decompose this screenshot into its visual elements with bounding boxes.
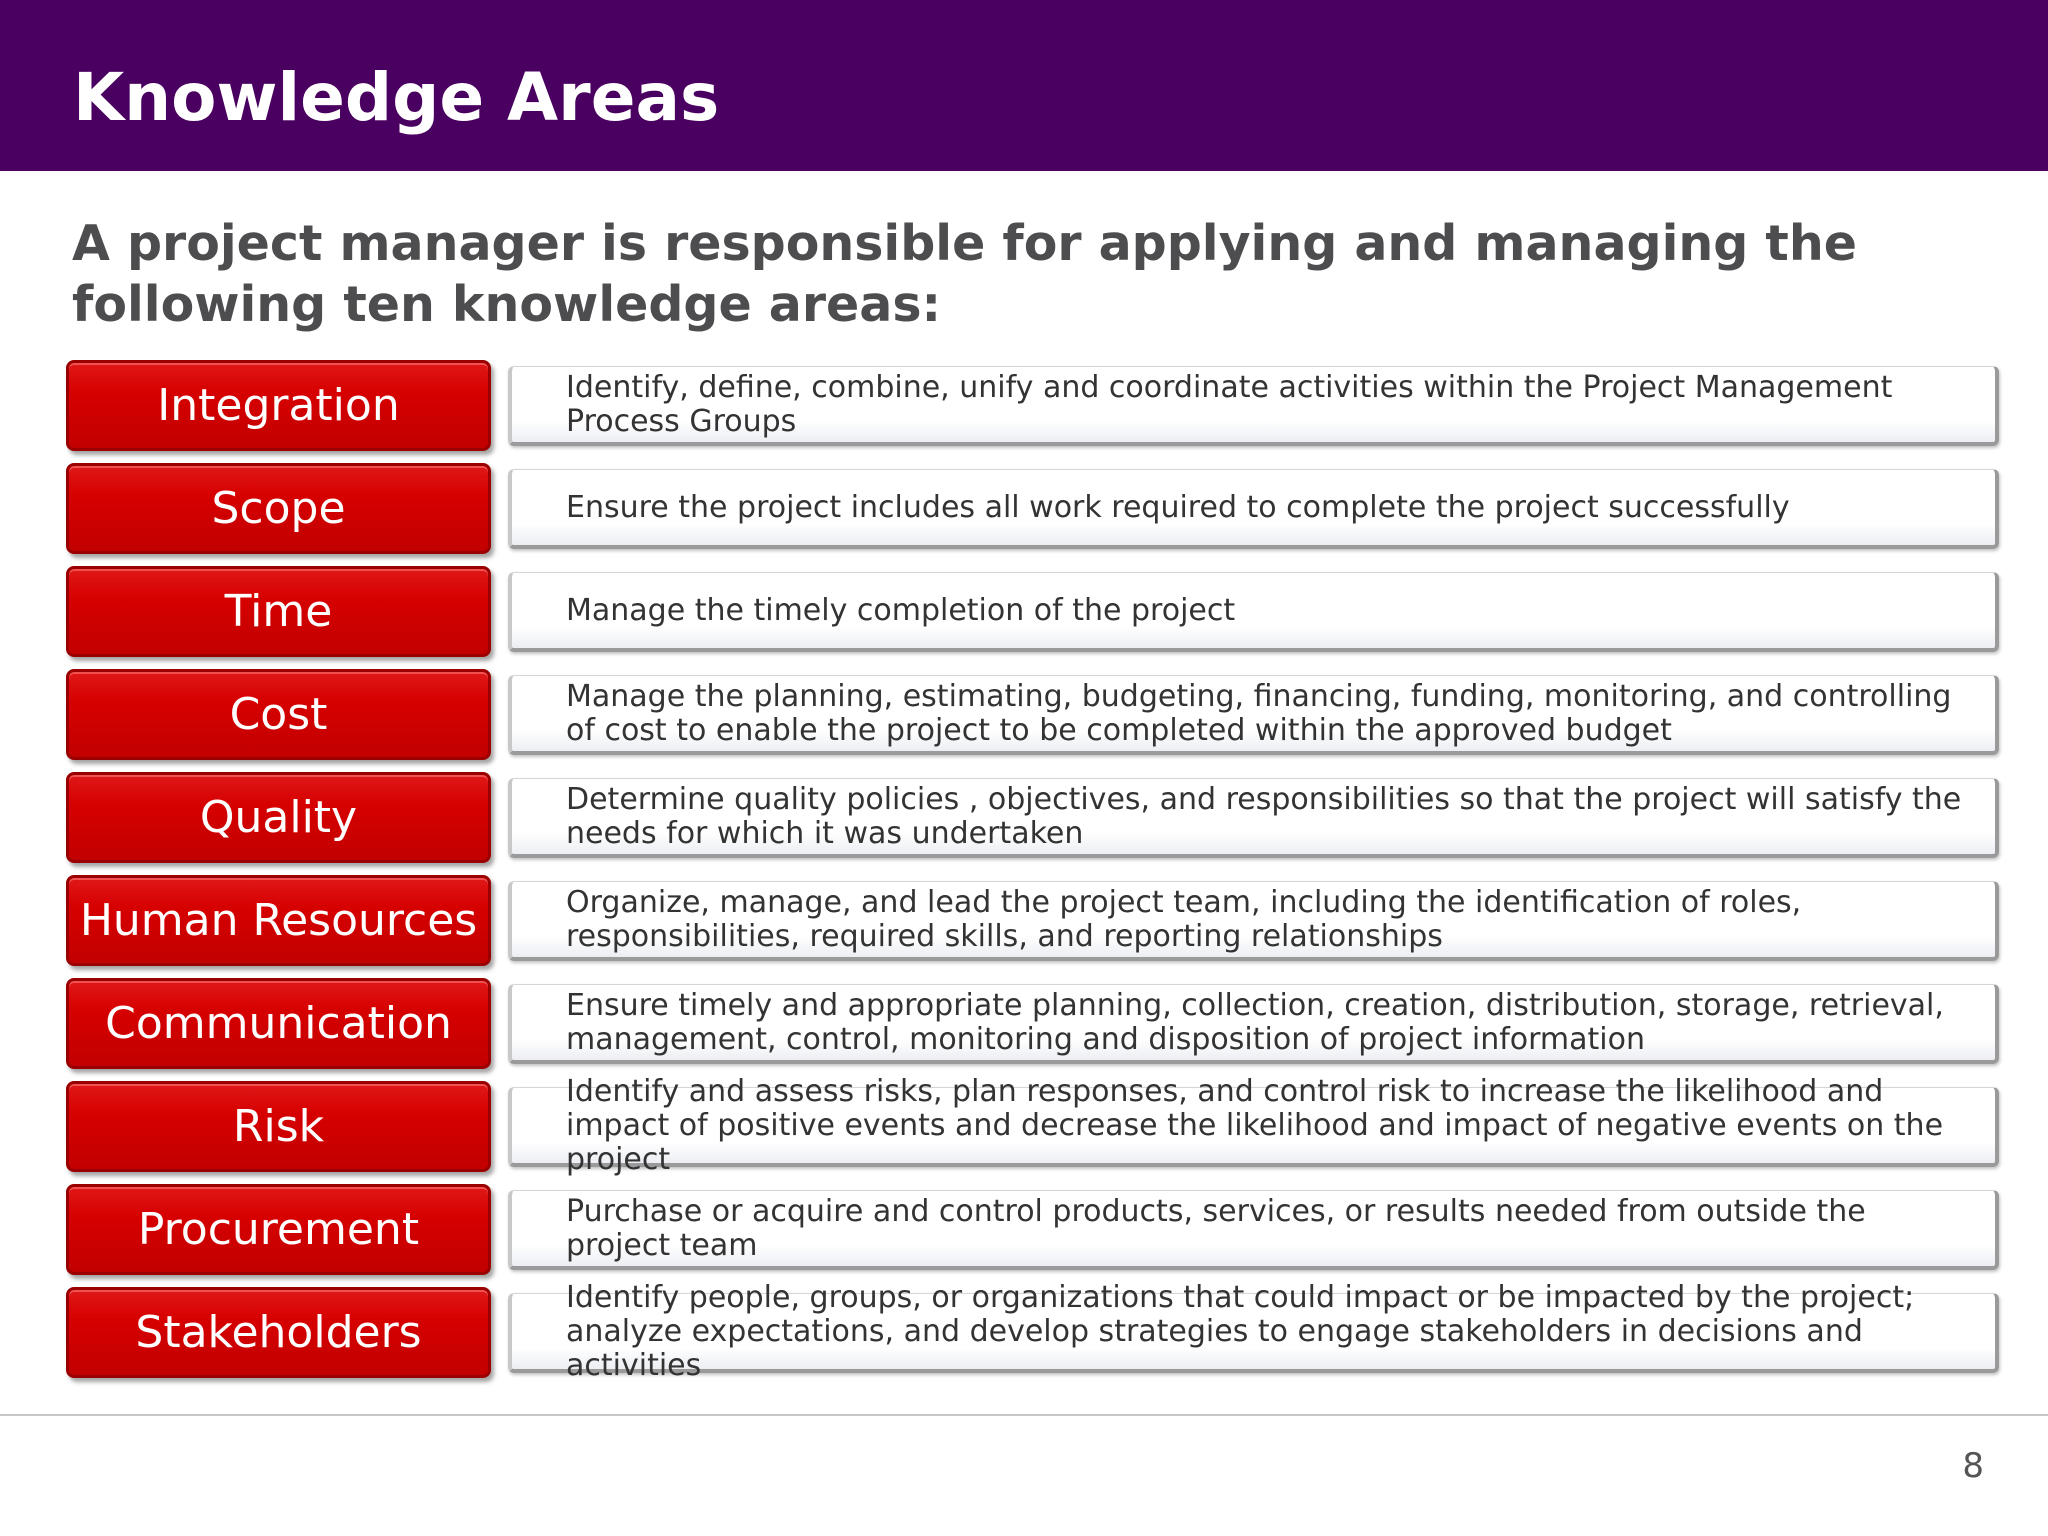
knowledge-area-description-box bbox=[508, 572, 1999, 652]
title-bar bbox=[0, 0, 2048, 171]
knowledge-area-description: Identify people, groups, or organizations that could impact or be impacted by the project; analyze expectations, and develop strategies to engage stakeholders in decisions and activities bbox=[566, 1279, 1915, 1383]
knowledge-area-label-stakeholders[interactable]: Stakeholders bbox=[66, 1287, 491, 1378]
knowledge-areas-list bbox=[66, 357, 2003, 1387]
knowledge-area-label-cost[interactable]: Cost bbox=[66, 669, 491, 760]
knowledge-area-description: Ensure the project includes all work required to complete the project successfully bbox=[566, 489, 1790, 525]
knowledge-area-row-cost bbox=[66, 666, 2003, 769]
knowledge-area-row-stakeholders bbox=[66, 1279, 2003, 1387]
knowledge-area-label-risk[interactable]: Risk bbox=[66, 1081, 491, 1172]
knowledge-area-description-box bbox=[508, 881, 1999, 961]
knowledge-area-label-time[interactable]: Time bbox=[66, 566, 491, 657]
knowledge-area-description-box bbox=[508, 675, 1999, 755]
knowledge-area-label-integration[interactable]: Integration bbox=[66, 360, 491, 451]
knowledge-area-label-quality[interactable]: Quality bbox=[66, 772, 491, 863]
knowledge-area-label-scope[interactable]: Scope bbox=[66, 463, 491, 554]
knowledge-area-description: Identify, define, combine, unify and coordinate activities within the Project Management Process Groups bbox=[566, 369, 1893, 439]
knowledge-area-description: Purchase or acquire and control products, services, or results needed from outside the project team bbox=[566, 1193, 1866, 1263]
page-number: 8 bbox=[1962, 1446, 1984, 1486]
knowledge-area-description: Manage the timely completion of the project bbox=[566, 592, 1236, 628]
knowledge-area-row-time bbox=[66, 563, 2003, 666]
knowledge-area-row-human-resources bbox=[66, 872, 2003, 975]
knowledge-area-description: Determine quality policies , objectives, and responsibilities so that the project will satisfy the needs for which it was undertaken bbox=[566, 781, 1962, 851]
knowledge-area-description-box bbox=[508, 1279, 1999, 1383]
knowledge-area-description-box bbox=[508, 366, 1999, 446]
knowledge-area-row-scope bbox=[66, 460, 2003, 563]
knowledge-area-row-risk bbox=[66, 1073, 2003, 1181]
footer-divider bbox=[0, 1414, 2048, 1416]
knowledge-area-row-procurement bbox=[66, 1181, 2003, 1284]
slide-subtitle: A project manager is responsible for applying and managing the following ten knowledge areas: bbox=[72, 215, 1857, 333]
knowledge-area-description: Ensure timely and appropriate planning, collection, creation, distribution, storage, retrieval, management, control, monitoring and disposition of project information bbox=[566, 987, 1944, 1057]
knowledge-area-description: Organize, manage, and lead the project team, including the identification of roles, responsibilities, required skills, and reporting relationships bbox=[566, 884, 1802, 954]
knowledge-area-description-box bbox=[508, 1190, 1999, 1270]
knowledge-area-label-communication[interactable]: Communication bbox=[66, 978, 491, 1069]
knowledge-area-description-box bbox=[508, 469, 1999, 549]
knowledge-area-row-integration bbox=[66, 357, 2003, 460]
knowledge-area-row-communication bbox=[66, 975, 2003, 1078]
knowledge-area-description-box bbox=[508, 984, 1999, 1064]
knowledge-area-label-procurement[interactable]: Procurement bbox=[66, 1184, 491, 1275]
slide-title: Knowledge Areas bbox=[73, 59, 720, 136]
knowledge-area-description: Identify and assess risks, plan responses, and control risk to increase the likelihood and impact of positive events and decrease the likelihood and impact of negative events on the project bbox=[566, 1073, 1944, 1177]
knowledge-area-description-box bbox=[508, 778, 1999, 858]
knowledge-area-description: Manage the planning, estimating, budgeting, financing, funding, monitoring, and controlling of cost to enable the project to be completed within the approved budget bbox=[566, 678, 1952, 748]
knowledge-area-description-box bbox=[508, 1073, 1999, 1177]
knowledge-area-label-human-resources[interactable]: Human Resources bbox=[66, 875, 491, 966]
knowledge-area-row-quality bbox=[66, 769, 2003, 872]
